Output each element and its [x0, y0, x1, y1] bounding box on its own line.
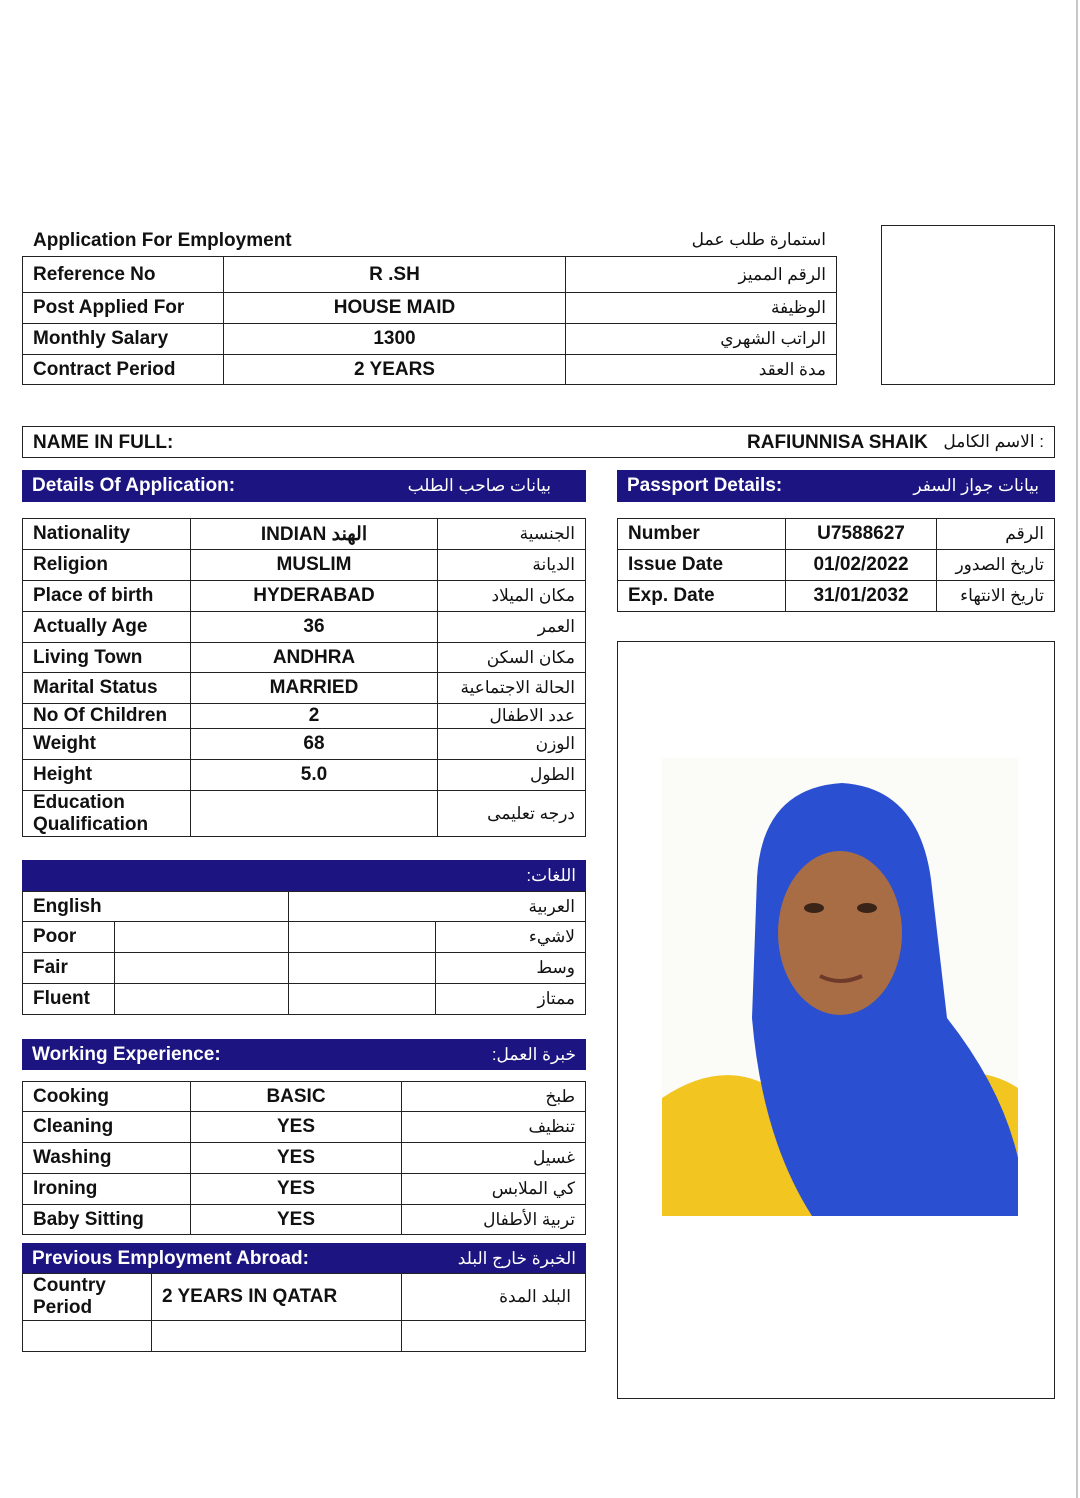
prev-header — [22, 1243, 586, 1274]
row-value: HYDERABAD — [191, 581, 438, 612]
row-value: YES — [191, 1205, 402, 1235]
details-header-en: Details Of Application: — [32, 475, 236, 496]
work-row — [23, 1205, 586, 1235]
work-header-en: Working Experience: — [32, 1043, 221, 1065]
details-row — [23, 791, 586, 837]
row-value: 5.0 — [191, 760, 438, 791]
english-level-cell — [115, 984, 289, 1015]
level-label: Fair — [23, 953, 115, 984]
row-label-ar: الوظيفة — [566, 293, 837, 324]
name-label: NAME IN FULL: — [33, 432, 174, 453]
row-label-ar: الحالة الاجتماعية — [438, 673, 586, 704]
details-row — [23, 729, 586, 760]
top_table-row — [23, 355, 837, 385]
row-label: Contract Period — [23, 355, 224, 385]
level-label: Poor — [23, 922, 115, 953]
top_table-row — [23, 324, 837, 355]
passport-table — [617, 518, 1055, 612]
passport-header-ar: بيانات جواز السفر — [913, 476, 1039, 495]
prev-label: Country Period — [23, 1274, 152, 1321]
row-label-ar: تنظيف — [402, 1112, 586, 1143]
row-label-ar: مكان السكن — [438, 643, 586, 673]
work-row — [23, 1143, 586, 1174]
applicant-photo-box-small — [881, 225, 1055, 385]
row-label: Washing — [23, 1143, 191, 1174]
row-label: Weight — [23, 729, 191, 760]
row-value: 31/01/2032 — [786, 581, 937, 612]
passport-row — [618, 519, 1055, 550]
row-label-ar: الراتب الشهري — [566, 324, 837, 355]
row-value: 1300 — [224, 324, 566, 355]
row-value: ANDHRA — [191, 643, 438, 673]
row-label-ar: مدة العقد — [566, 355, 837, 385]
language-level-row — [23, 953, 586, 984]
level-label-ar: ممتاز — [436, 984, 586, 1015]
passport-row — [618, 581, 1055, 612]
details-header — [22, 470, 586, 502]
row-label-ar: تاريخ الصدور — [937, 550, 1055, 581]
languages-header — [22, 860, 586, 892]
lang-english: English — [23, 892, 289, 922]
top_table-row — [23, 293, 837, 324]
language-level-row — [23, 922, 586, 953]
work-header-ar: خبرة العمل: — [491, 1044, 576, 1064]
row-value: YES — [191, 1174, 402, 1205]
prev-empty-row — [23, 1321, 586, 1352]
row-label-ar: تربية الأطفال — [402, 1205, 586, 1235]
arabic-level-cell — [289, 922, 436, 953]
row-label-ar: الرقم المميز — [566, 257, 837, 293]
passport-header — [617, 470, 1055, 502]
prev-table — [22, 1273, 586, 1352]
row-label: Nationality — [23, 519, 191, 550]
language-level-row — [23, 984, 586, 1015]
details-table — [22, 518, 586, 837]
row-label: Education Qualification — [23, 791, 191, 837]
row-value: U7588627 — [786, 519, 937, 550]
row-label: Monthly Salary — [23, 324, 224, 355]
row-value: MARRIED — [191, 673, 438, 704]
languages-table — [22, 891, 586, 1015]
details-row — [23, 519, 586, 550]
work-row — [23, 1112, 586, 1143]
details-header-ar: بيانات صاحب الطلب — [407, 476, 551, 495]
row-label-ar: عدد الاطفال — [438, 704, 586, 729]
row-value: 01/02/2022 — [786, 550, 937, 581]
row-label-ar: الوزن — [438, 729, 586, 760]
details-row — [23, 760, 586, 791]
row-label: Number — [618, 519, 786, 550]
top_table-row — [23, 257, 837, 293]
prev-label-ar: البلد المدة — [402, 1274, 586, 1321]
title-ar: استمارة طلب عمل — [691, 230, 826, 249]
empty-cell — [23, 1321, 152, 1352]
row-value: YES — [191, 1112, 402, 1143]
row-value: YES — [191, 1143, 402, 1174]
title-en: Application For Employment — [33, 230, 292, 251]
row-label-ar: طبخ — [402, 1082, 586, 1112]
row-label: Religion — [23, 550, 191, 581]
work-row — [23, 1174, 586, 1205]
languages-header-ar: اللغات: — [526, 866, 576, 885]
prev-value: 2 YEARS IN QATAR — [152, 1274, 402, 1321]
passport-row — [618, 550, 1055, 581]
name-value: RAFIUNNISA SHAIK — [747, 432, 928, 453]
work-table — [22, 1081, 586, 1235]
details-row — [23, 550, 586, 581]
row-label-ar: غسيل — [402, 1143, 586, 1174]
arabic-level-cell — [289, 984, 436, 1015]
row-label-ar: الديانة — [438, 550, 586, 581]
row-label: Height — [23, 760, 191, 791]
row-value: 2 — [191, 704, 438, 729]
level-label-ar: وسط — [436, 953, 586, 984]
empty-cell — [152, 1321, 402, 1352]
arabic-level-cell — [289, 953, 436, 984]
name-in-full-box — [22, 426, 1055, 458]
row-value — [191, 791, 438, 837]
applicant-photo — [662, 758, 1018, 1216]
photo-panel — [617, 641, 1055, 1399]
level-label-ar: لاشيء — [436, 922, 586, 953]
passport-header-en: Passport Details: — [627, 475, 783, 496]
row-label: Cooking — [23, 1082, 191, 1112]
row-label: Exp. Date — [618, 581, 786, 612]
row-label-ar: العمر — [438, 612, 586, 643]
row-label: Baby Sitting — [23, 1205, 191, 1235]
lang-arabic: العربية — [289, 892, 586, 922]
row-value: MUSLIM — [191, 550, 438, 581]
language-row-header — [23, 892, 586, 922]
row-label: No Of Children — [23, 704, 191, 729]
prev-header-en: Previous Employment Abroad: — [32, 1247, 309, 1269]
row-value: BASIC — [191, 1082, 402, 1112]
row-value: 2 YEARS — [224, 355, 566, 385]
row-label: Post Applied For — [23, 293, 224, 324]
prev-header-ar: الخبرة خارج البلد — [457, 1248, 576, 1268]
row-label: Issue Date — [618, 550, 786, 581]
row-label-ar: درجه تعليمى — [438, 791, 586, 837]
row-label: Marital Status — [23, 673, 191, 704]
row-label: Place of birth — [23, 581, 191, 612]
row-label: Cleaning — [23, 1112, 191, 1143]
row-label-ar: كي الملابس — [402, 1174, 586, 1205]
row-label: Reference No — [23, 257, 224, 293]
row-label: Living Town — [23, 643, 191, 673]
row-value: R .SH — [224, 257, 566, 293]
row-value: INDIAN الهند — [191, 519, 438, 550]
details-row — [23, 704, 586, 729]
row-value: 36 — [191, 612, 438, 643]
empty-cell — [402, 1321, 586, 1352]
page-edge — [1076, 0, 1078, 1498]
row-label-ar: الطول — [438, 760, 586, 791]
details-row — [23, 673, 586, 704]
work-header — [22, 1039, 586, 1070]
row-label-ar: مكان الميلاد — [438, 581, 586, 612]
details-row — [23, 581, 586, 612]
prev-row — [23, 1274, 586, 1321]
name-label-ar: : الاسم الكامل — [943, 432, 1044, 451]
work-row — [23, 1082, 586, 1112]
row-value: HOUSE MAID — [224, 293, 566, 324]
level-label: Fluent — [23, 984, 115, 1015]
row-value: 68 — [191, 729, 438, 760]
row-label-ar: تاريخ الانتهاء — [937, 581, 1055, 612]
top-table — [22, 256, 837, 385]
row-label: Ironing — [23, 1174, 191, 1205]
english-level-cell — [115, 953, 289, 984]
details-row — [23, 643, 586, 673]
row-label-ar: الرقم — [937, 519, 1055, 550]
row-label: Actually Age — [23, 612, 191, 643]
row-label-ar: الجنسية — [438, 519, 586, 550]
details-row — [23, 612, 586, 643]
english-level-cell — [115, 922, 289, 953]
